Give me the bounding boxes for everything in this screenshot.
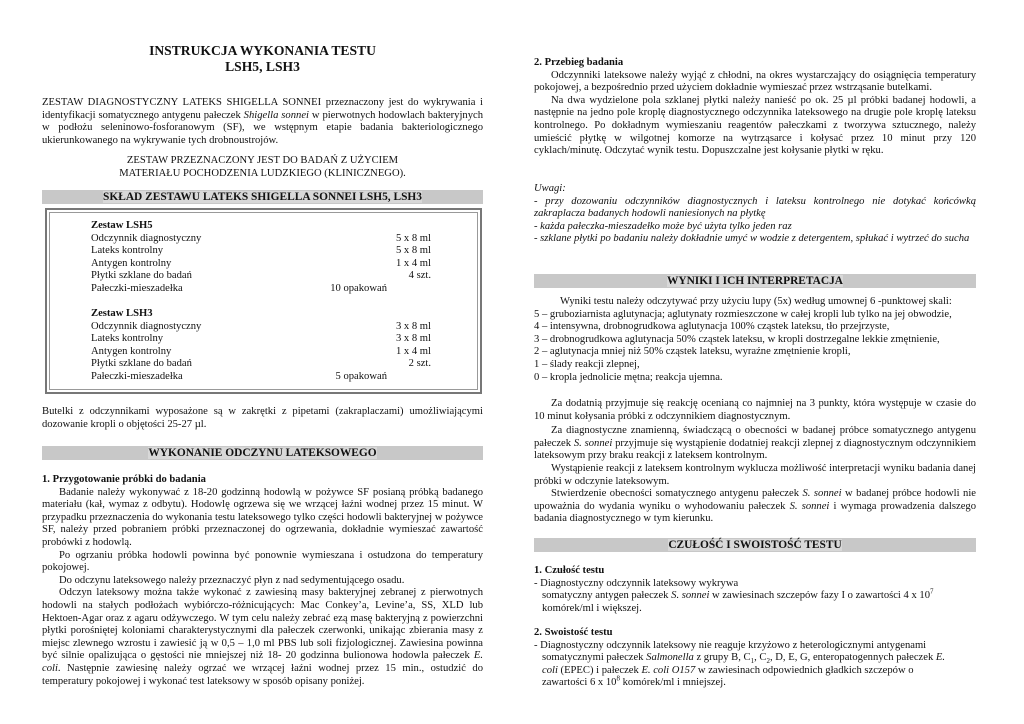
kit-composition-heading: SKŁAD ZESTAWU LATEKS SHIGELLA SONNEI LSH5, LSH3: [42, 190, 483, 204]
bottles-note: Butelki z odczynnikami wyposażone są w zakrętki z pipetami (zakraplaczami) umożliwiającymi dozowanie kropli o objętości 25-27 µl.: [42, 406, 483, 430]
sensitivity-line: - Diagnostyczny odczynnik lateksowy wykrywa: [534, 577, 739, 589]
sample-prep-p3: Do odczynu lateksowego należy przeznaczyć płyn z nad sedymentującego osadu.: [59, 574, 405, 586]
sample-prep-p1: Badanie należy wykonywać z 18-20 godzinną hodowlą w pożywce SF posianą próbką badanego materiału (kał, wymaz z odbytu). Hodowlę ogrzewa się we wrzącej łaźni wodnej przez 15 minut. W przypadku przeznaczenia do wykonania testu lateksowego tylko części hodowli bakteryjnej w pożywce SF, należy przed pobraniem próbki przeznaczonej do ogrzewania, dokładnie wymieszać zawartość probówki z hodowlą.: [42, 486, 483, 548]
control-criterion: Wystąpienie reakcji z lateksem kontrolnym wyklucza możliwość interpretacji wyniku badania danej próbki w odczynie lateksowym.: [534, 462, 976, 487]
kit-item: Płytki szklane do badań 2 szt.: [91, 358, 431, 370]
scale-item: 0 – kropla jednolicie mętna; reakcja ujemna.: [534, 371, 723, 383]
course-p1: Odczynniki lateksowe należy wyjąć z chłodni, na okres wystarczający do osiągnięcia temperatury pokojowej, a bezpośrednio przed użyciem dokładnie wymieszać przez wstrząsanie butelkami.: [534, 69, 976, 94]
specificity-subheading: 2. Swoistość testu: [534, 627, 613, 638]
course-heading: 2. Przebieg badania: [534, 57, 624, 68]
note-item: - przy dozowaniu odczynników diagnostycznych i lateksu kontrolnego nie dotykać końcówką zakraplacza badanych hodowli naniesionych na płytkę: [534, 195, 976, 220]
scale-item: 1 – ślady reakcji zlepnej,: [534, 358, 640, 370]
kit-lsh5: [91, 220, 431, 296]
interpretation-section: [534, 398, 976, 526]
results-heading: WYNIKI I ICH INTERPRETACJA: [534, 274, 976, 288]
specificity-line: somatycznymi pałeczek Salmonella z grupy B, $C_1$, $C_2$, D, E, G, enteropatogennych pałeczek E.: [542, 652, 946, 666]
specificity-section: [534, 627, 976, 690]
diagnostic-criterion: Za diagnostyczne znamienną, świadczącą o obecności w badanej próbce somatycznego antygenu pałeczek S. sonnei przyjmuje się wystąpienie dodatniej reakcji zlepnej z diagnostycznym odczynnikiem lateksowym przy braku reakcji z lateksem kontrolnym.: [534, 425, 976, 462]
kit-composition-box: [45, 208, 482, 394]
specificity-line: - Diagnostyczny odczynnik lateksowy nie reaguje krzyżowo z heterologicznymi antygenami: [534, 639, 927, 651]
specificity-line: coli (EPEC) i pałeczek E. coli O157 w zawiesinach odpowiednich gładkich szczepów o: [542, 664, 914, 676]
kit-item: Lateks kontrolny 3 x 8 ml: [91, 333, 431, 345]
kit-lsh5-title: Zestaw LSH5: [91, 220, 153, 231]
scale-item: 4 – intensywna, drobnogrudkowa aglutynacja 100% cząstek lateksu, tło przejrzyste,: [534, 321, 890, 333]
positive-criterion: Za dodatnią przyjmuje się reakcję ocenianą co najmniej na 3 punkty, która występuje w czasie do 10 minut kołysania próbki z odczynnikiem diagnostycznym.: [534, 398, 976, 422]
scale-item: 3 – drobnogrudkowa aglutynacja 50% cząstek lateksu, w kropli dostrzegalne lekkie zmętnienie,: [534, 333, 940, 345]
sample-prep-p2: Po ogrzaniu próbka hodowli powinna być ponownie wymieszana i ostudzona do temperatury pokojowej.: [42, 549, 483, 574]
course-p2: Na dwa wydzielone pola szklanej płytki należy nanieść po ok. 25 µl próbki badanej hodowli, a następnie na jedno pole kroplę diagnostycznego odczynnika lateksowego na drugie pole kroplę lateksu kontrolnego. Po dokładnym wymieszaniu reagentów pałeczkami z tworzywa sztucznego, należy umieścić płytkę w wilgotnej komorze na wytrząsarce i kołysać przez 10 minut przy 120 cyklach/minutę. Odczytać wynik testu. Dopuszczalne jest kołysanie płytki w ręku.: [534, 94, 976, 157]
note-item: - każda pałeczka-mieszadełko może być użyta tylko jeden raz: [534, 220, 792, 232]
kit-lsh3: [91, 308, 431, 384]
document-title-line1: INSTRUKCJA WYKONANIA TESTU: [149, 43, 376, 58]
detection-note: Stwierdzenie obecności somatycznego antygenu pałeczek S. sonnei w badanej próbce hodowli nie upoważnia do wydania wyniku o wyhodowaniu pałeczek S. sonnei i wymaga prowadzenia dalszego badania diagnostycznego w tym kierunku.: [534, 488, 977, 525]
scale-item: 5 – gruboziarnista aglutynacja; aglutynaty rozmieszczone w całej kropli lub tylko na jej obwodzie,: [534, 308, 952, 320]
notice-paragraph: ZESTAW PRZEZNACZONY JEST DO BADAŃ Z UŻYCIEM MATERIAŁU POCHODZENIA LUDZKIEGO (KLINICZNEGO).: [119, 155, 406, 179]
sample-prep-section: [42, 474, 483, 688]
kit-item: Antygen kontrolny 1 x 4 ml: [91, 257, 431, 269]
sensitivity-section: [534, 565, 976, 615]
intro-paragraph: ZESTAW DIAGNOSTYCZNY LATEKS SHIGELLA SONNEI przeznaczony jest do wykrywania i identyfikacji somatycznego antygenu pałeczek Shigella sonnei w pierwotnych hodowlach bakteryjnych w podłożu seleninowo-fosforanowym (SF), we wstępnym etapie badania bakteriologicznego ukierunkowanego na wykrywanie tych drobnoustrojów.: [42, 97, 484, 146]
kit-item: Płytki szklane do badań 4 szt.: [91, 270, 431, 282]
sample-prep-heading: 1. Przygotowanie próbki do badania: [42, 474, 206, 485]
sensitivity-subheading: 1. Czułość testu: [534, 565, 605, 576]
kit-item: Lateks kontrolny 5 x 8 ml: [91, 245, 431, 257]
notes-section: [534, 183, 976, 246]
document-title-line2: LSH5, LSH3: [225, 59, 300, 74]
kit-item: Odczynnik diagnostyczny 5 x 8 ml: [91, 232, 431, 244]
kit-item: Pałeczki-mieszadełka 5 opakowań: [91, 370, 387, 382]
note-item: - szklane płytki po badaniu należy dokładnie umyć w wodzie z detergentem, spłukać i wytrzeć do sucha: [534, 233, 970, 245]
kit-item: Pałeczki-mieszadełka 10 opakowań: [91, 282, 387, 294]
scale-item: 2 – aglutynacja mniej niż 50% cząstek lateksu, wyraźne zmętnienie kropli,: [534, 346, 851, 358]
sample-prep-p4: Odczyn lateksowy można także wykonać z zawiesiną masy bakteryjnej zebranej z pierwotnych hodowli na stałych podłożach wybiórczo-różnicujących: Mac Conkey’a, Levine’a, SS, XLD lub Hektoen-Agar oraz z agaru odżywczego. W tym celu należy zebrać ezą masę bakteryjną z powierzchni płytki porośniętej koloniami charakterystycznymi dla pałeczek czerwonki, unikając zbierania masy z miejsc zlewnego wzrostu i zawiesić ją w 0,5 – 1,0 ml PBS lub soli fizjologicznej. Zawiesina powinna być silnie opalizująca o gęstości nie mniejszej niż 18- 20 godzinna bulionowa hodowla pałeczek E. coli. Następnie zawiesinę należy ogrzać we wrzącej łaźni wodnej przez 15 min., ostudzić do temperatury pokojowej i wykonać test lateksowy w sposób opisany poniżej.: [42, 587, 483, 687]
results-section: [534, 296, 976, 384]
course-section: [534, 57, 976, 158]
results-intro: Wyniki testu należy odczytywać przy użyciu lupy (5x) według umownej 6 -punktowej skali:: [560, 296, 952, 307]
notes-title: Uwagi:: [534, 183, 566, 194]
kit-lsh3-title: Zestaw LSH3: [91, 308, 153, 319]
specificity-line: zawartości 6 x $10^8$ komórek/ml i mniejszej.: [542, 674, 726, 689]
reaction-heading: WYKONANIE ODCZYNU LATEKSOWEGO: [42, 446, 483, 460]
sensitivity-line: komórek/ml i większej.: [542, 602, 642, 614]
kit-item: Antygen kontrolny 1 x 4 ml: [91, 345, 431, 357]
kit-item: Odczynnik diagnostyczny 3 x 8 ml: [91, 320, 431, 332]
sensitivity-heading: CZUŁOŚĆ I SWOISTOŚĆ TESTU: [534, 538, 976, 552]
sensitivity-line: somatyczny antygen pałeczek S. sonnei w zawiesinach szczepów fazy I o zawartości 4 x $10^7$: [542, 587, 934, 602]
